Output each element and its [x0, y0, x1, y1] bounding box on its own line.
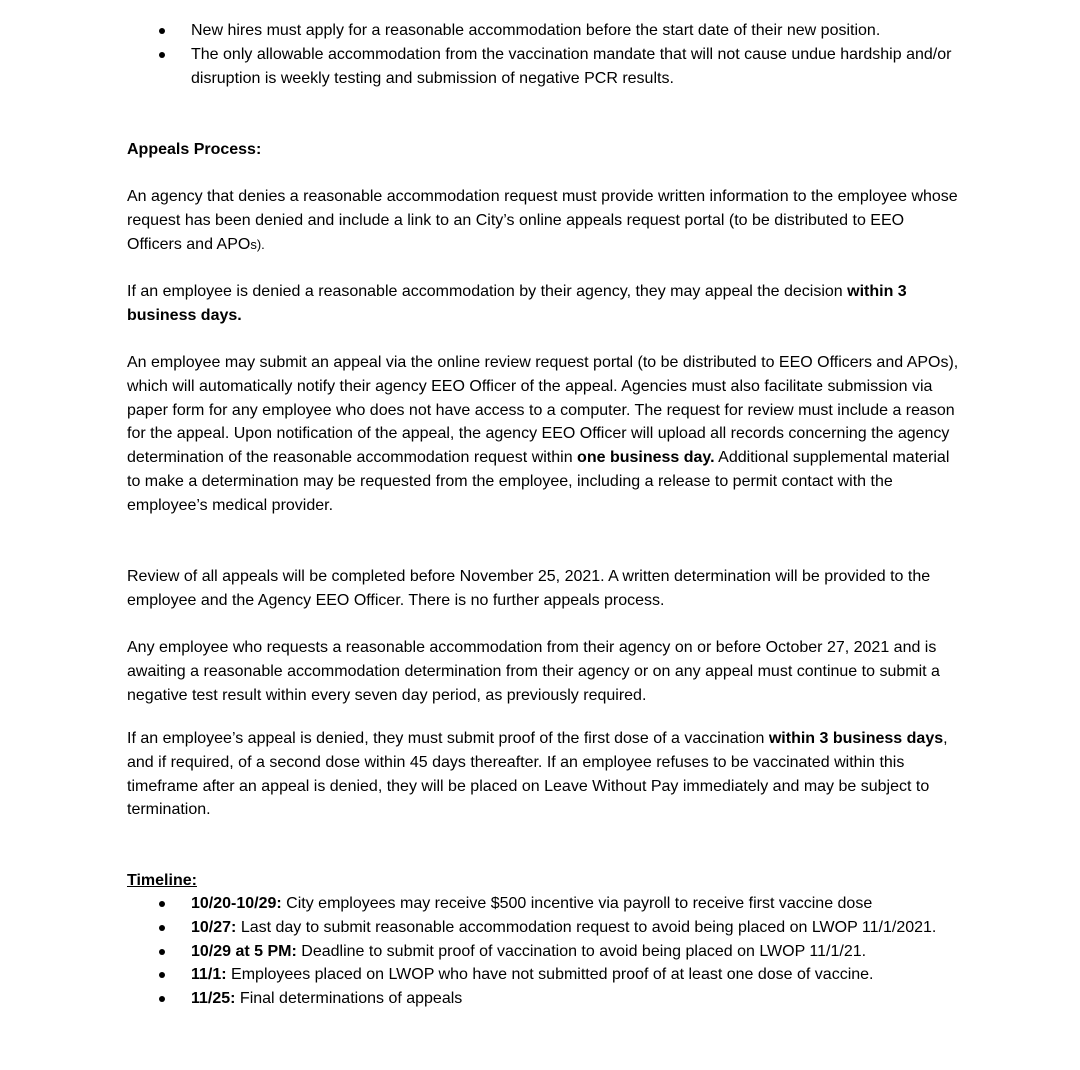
text-run: The only allowable accommodation from the vaccination mandate that will not cause undue hardship and/or disruption is weekly testing and submission of negative PCR results. [191, 45, 952, 87]
text-run: Deadline to submit proof of vaccination to avoid being placed on LWOP 11/1/21. [296, 942, 867, 960]
list-item [127, 19, 967, 43]
appeals-heading: Appeals Process: [127, 141, 262, 158]
text-run: New hires must apply for a reasonable accommodation before the start date of their new position. [191, 22, 881, 39]
text-run: Employees placed on LWOP who have not submitted proof of at least one dose of vaccine. [226, 966, 874, 984]
text-run: An employee may submit an appeal via the online review request portal (to be distributed to EEO Officers and APOs), which will automatically notify their agency EEO Officer of the appeal. Agencies must also facilitate submission via paper form for any employee who does not have access to a computer. The request for review must include a reason for the appeal. Upon notification of the appeal, the agency EEO Officer will upload all records concerning the agency determination of the reasonable accommodation request within [127, 354, 959, 467]
paragraph-denial-notice [127, 185, 959, 256]
paragraph-appeal-deadline [127, 280, 959, 328]
timeline-heading-wrap [127, 869, 959, 893]
top-bullet-list [127, 19, 967, 90]
text-run: An agency that denies a reasonable accommodation request must provide written information to the employee whose request has been denied and include a link to an City’s online appeals request portal (to be distributed to EEO Officers and APO [127, 188, 958, 253]
list-item [127, 940, 967, 964]
list-item [127, 963, 967, 987]
text-run: s). [250, 236, 265, 252]
text-run: Any employee who requests a reasonable accommodation from their agency on or before October 27, 2021 and is awaiting a reasonable accommodation determination from their agency or on any appeal must continue to submit a negative test result within every seven day period, as previously required. [127, 639, 940, 704]
timeline-list [127, 892, 967, 1011]
list-item [127, 892, 967, 916]
bold-text: 10/29 at 5 PM: [191, 942, 297, 960]
text-run: Last day to submit reasonable accommodation request to avoid being placed on LWOP 11/1/2021. [236, 918, 937, 936]
bold-text: 11/1: [191, 966, 227, 984]
text-run: If an employee is denied a reasonable accommodation by their agency, they may appeal the decision [127, 283, 848, 300]
text-run: Additional supplemental material to make a determination may be requested from the employee, including a release to permit contact with the employee’s medical provider. [127, 449, 950, 514]
text-run: City employees may receive $500 incentive via payroll to receive first vaccine dose [281, 895, 873, 912]
paragraph-testing-requirement [127, 636, 959, 707]
list-item [127, 916, 967, 940]
text-run: , and if required, of a second dose within 45 days thereafter. If an employee refuses to be vaccinated within this timeframe after an appeal is denied, they will be placed on Leave Without Pay immediately and may be subject to termination. [127, 730, 948, 819]
bold-text: 10/20-10/29: [191, 895, 282, 912]
text-run: Review of all appeals will be completed before November 25, 2021. A written determination will be provided to the employee and the Agency EEO Officer. There is no further appeals process. [127, 568, 931, 609]
bold-text: within 3 business days [768, 730, 944, 747]
bold-text: 11/25: [191, 990, 236, 1008]
text-run: If an employee’s appeal is denied, they must submit proof of the first dose of a vaccination [127, 730, 769, 747]
paragraph-appeal-denied [127, 727, 959, 822]
text-run: Final determinations of appeals [235, 990, 463, 1008]
paragraph-appeal-submission [127, 351, 959, 518]
bold-text: within 3 business days. [127, 283, 907, 324]
list-item [127, 987, 967, 1011]
bold-text: 10/27: [191, 918, 237, 936]
paragraph-review-completion [127, 565, 959, 613]
list-item [127, 43, 967, 91]
bold-text: one business day. [577, 449, 715, 467]
timeline-heading: Timeline: [127, 872, 197, 889]
